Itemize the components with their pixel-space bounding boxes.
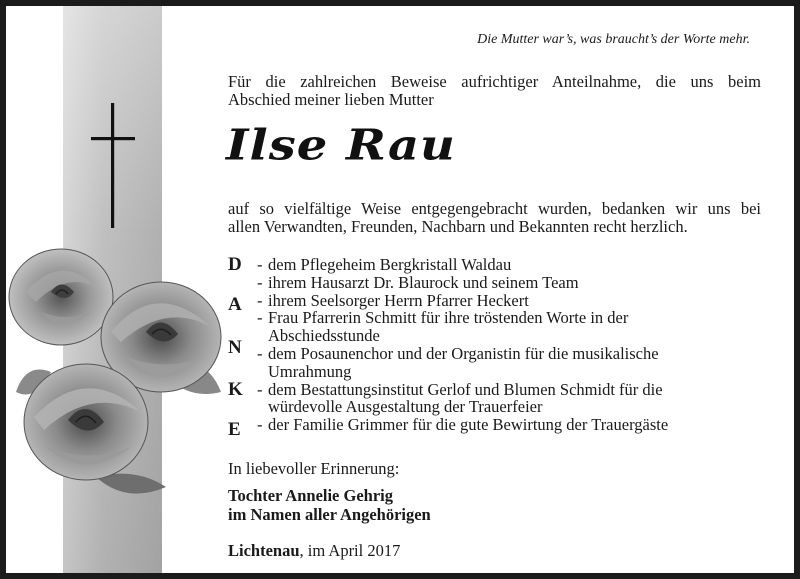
thanks-item: - dem Posaunenchor und der Organistin für die musikalische Umrahmung <box>257 345 718 381</box>
danke-letter-n: N <box>228 337 242 358</box>
outro-line-2: allen Verwandten, Freunden, Nachbarn und Bekannten recht herzlich. <box>228 217 688 236</box>
deceased-name: Ilse Rau <box>226 121 456 171</box>
cross-icon <box>88 103 138 228</box>
thanks-item: - dem Bestattungsinstitut Gerlof und Blumen Schmidt für die würdevolle Ausgestaltung der Trauerfeier <box>257 381 723 417</box>
signature-line-1: Tochter Annelie Gehrig <box>228 486 393 505</box>
intro-paragraph <box>228 73 761 109</box>
intro-line-2: Abschied meiner lieben Mutter <box>228 90 434 109</box>
thanks-item: - Frau Pfarrerin Schmitt für ihre tröstenden Worte in der Abschiedsstunde <box>257 309 698 345</box>
danke-letter-e: E <box>228 419 241 440</box>
place-date <box>228 541 400 561</box>
signature-line-2: im Namen aller Angehörigen <box>228 505 431 524</box>
date-text: , im April 2017 <box>299 541 401 560</box>
memory-line: In liebevoller Erinnerung: <box>228 459 400 478</box>
roses-image <box>6 242 226 504</box>
thanks-list <box>257 256 737 434</box>
outro-paragraph <box>228 200 761 236</box>
outro-line-1: auf so vielfältige Weise entgegengebracht wurden, bedanken wir uns bei <box>228 199 761 218</box>
danke-letter-k: K <box>228 379 243 400</box>
danke-letter-d: D <box>228 254 242 275</box>
motto: Die Mutter war’s, was braucht’s der Worte mehr. <box>477 32 750 47</box>
thanks-item: - ihrem Seelsorger Herrn Pfarrer Heckert <box>257 292 737 310</box>
place-name: Lichtenau <box>228 541 300 560</box>
danke-letter-a: A <box>228 294 242 315</box>
thanks-item: - dem Pflegeheim Bergkristall Waldau <box>257 256 737 274</box>
intro-line-1: Für die zahlreichen Beweise aufrichtiger Anteilnahme, die uns beim <box>228 72 761 91</box>
thanks-item: - ihrem Hausarzt Dr. Blaurock und seinem Team <box>257 274 737 292</box>
thanks-item: - der Familie Grimmer für die gute Bewirtung der Trauergäste <box>257 416 748 434</box>
